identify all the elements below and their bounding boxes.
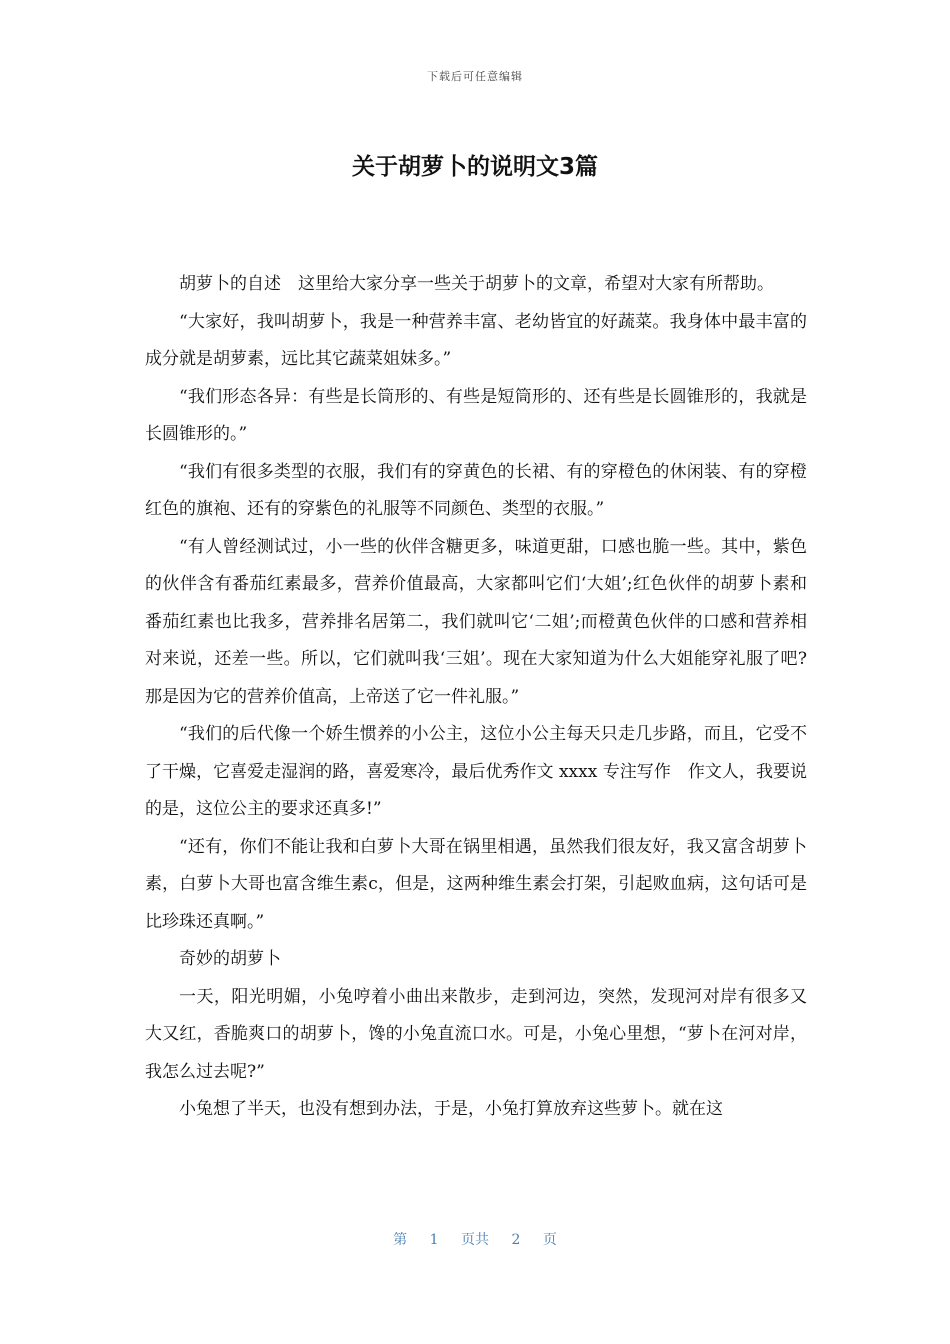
paragraph: “我们的后代像一个娇生惯养的小公主，这位小公主每天只走几步路，而且，它受不了干燥，它喜爱走湿润的路，喜爱寒冷，最后优秀作文 xxxx 专注写作 作文人，我要说的是，这位公主的要求还真多!” (145, 724, 807, 819)
paragraph: “我们有很多类型的衣服，我们有的穿黄色的长裙、有的穿橙色的休闲装、有的穿橙红色的旗袍、还有的穿紫色的礼服等不同颜色、类型的衣服。” (145, 461, 807, 519)
page-label-mid: 页共 (461, 1232, 489, 1248)
page-footer (0, 1229, 950, 1249)
header-note: 下载后可任意编辑 (427, 70, 523, 83)
paragraph: 一天，阳光明媚，小兔哼着小曲出来散步，走到河边，突然，发现河对岸有很多又大又红，香脆爽口的胡萝卜，馋的小兔直流口水。可是，小兔心里想，“萝卜在河对岸，我怎么过去呢?” (145, 986, 807, 1082)
paragraph: 胡萝卜的自述 这里给大家分享一些关于胡萝卜的文章，希望对大家有所帮助。 (179, 274, 774, 294)
section-heading: 奇妙的胡萝卜 (179, 949, 281, 969)
paragraph: “还有，你们不能让我和白萝卜大哥在锅里相遇，虽然我们很友好，我又富含胡萝卜素，白萝卜大哥也富含维生素c，但是，这两种维生素会打架，引起败血病，这句话可是比珍珠还真啊。” (145, 836, 807, 932)
paragraph: “大家好，我叫胡萝卜，我是一种营养丰富、老幼皆宜的好蔬菜。我身体中最丰富的成分就是胡萝素，远比其它蔬菜姐妹多。” (145, 311, 807, 369)
page-label-suffix: 页 (542, 1232, 557, 1248)
paragraph: 小兔想了半天，也没有想到办法，于是，小兔打算放弃这些萝卜。就在这 (179, 1099, 723, 1119)
page-label-prefix: 第 (393, 1232, 408, 1248)
document-body (145, 266, 807, 1129)
current-page-number: 1 (429, 1232, 439, 1248)
document-title: 关于胡萝卜的说明文3篇 (351, 154, 598, 180)
paragraph: “我们形态各异：有些是长筒形的、有些是短筒形的、还有些是长圆锥形的，我就是长圆锥形的。” (145, 386, 807, 444)
paragraph: “有人曾经测试过，小一些的伙伴含糖更多，味道更甜，口感也脆一些。其中，紫色的伙伴含有番茄红素最多，营养价值最高，大家都叫它们‘大姐’;红色伙伴的胡萝卜素和番茄红素也比我多，营养排名居第二，我们就叫它‘二姐’;而橙黄色伙伴的口感和营养相对来说，还差一些。所以，它们就叫我‘三姐’。现在大家知道为什么大姐能穿礼服了吧?那是因为它的营养价值高，上帝送了它一件礼服。” (145, 536, 807, 707)
total-pages-number: 2 (511, 1232, 521, 1248)
